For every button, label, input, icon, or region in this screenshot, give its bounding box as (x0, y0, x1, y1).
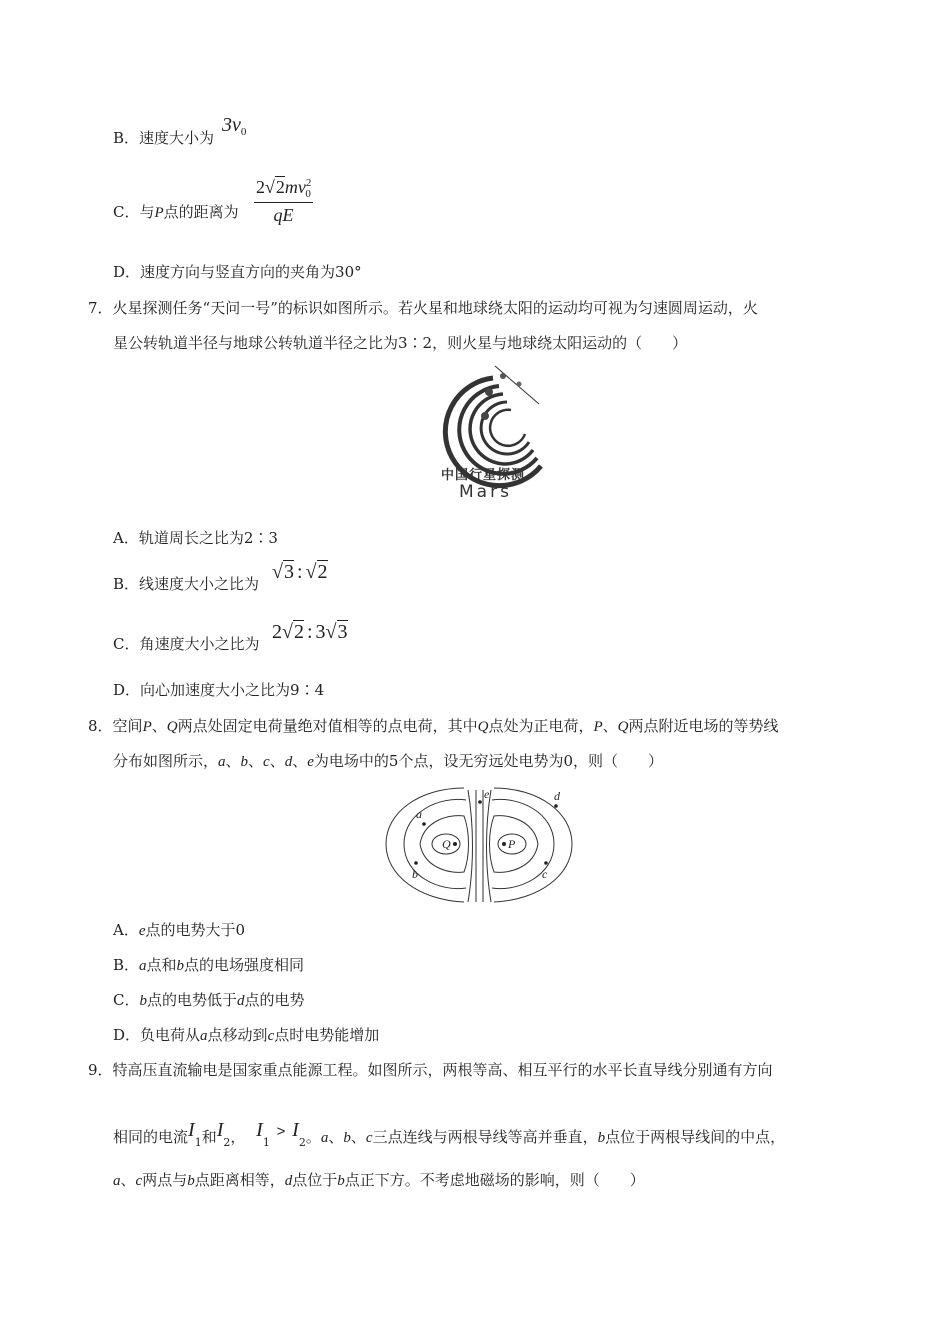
q7-stem-line1: 7．火星探测任务“天问一号”的标识如图所示。若火星和地球绕太阳的运动均可视为匀速圆周运动，火 (88, 299, 758, 317)
point-a-dot (422, 822, 426, 826)
q7-option-c: C．角速度大小之比为 (113, 635, 260, 653)
q7-option-a: A．轨道周长之比为2∶3 (113, 529, 278, 547)
q8-stem-line1: 8．空间P、Q两点处固定电荷量绝对值相等的点电荷，其中Q点处为正电荷，P、Q两点附近电场的等势线 (88, 717, 779, 735)
q6-option-b: B．速度大小为 (113, 129, 215, 147)
q7-option-c-expr: 2√2 : 3√3 (272, 621, 348, 643)
q7-option-b: B．线速度大小之比为 (113, 575, 260, 593)
label-b: b (412, 867, 418, 881)
q7-stem-line2: 星公转轨道半径与地球公转轨道半径之比为3∶2，则火星与地球绕太阳运动的（ ） (113, 334, 688, 352)
tianwen-logo (433, 358, 559, 504)
q6-option-c-fraction: $\frac{2√2mv^2_0}{qE}$ (256, 177, 312, 225)
q6-option-c: C．与P点的距离为 (113, 203, 239, 221)
charge-q-dot (453, 842, 457, 846)
q8-stem-line2: 分布如图所示，a、b、c、d、e为电场中的5个点，设无穷远处电势为0，则（ ） (113, 752, 664, 770)
q7-option-d: D．向心加速度大小之比为9∶4 (113, 681, 325, 699)
label-d: d (554, 789, 560, 803)
point-b-dot (414, 861, 418, 865)
label-q: Q (442, 837, 451, 851)
label-e: e (484, 787, 490, 801)
q6-option-b-expr: $3v_0$ (222, 114, 247, 138)
logo-en-text: Mars (459, 482, 512, 502)
q9-stem-line3: a、c两点与b点距离相等，d点位于b点正下方。不考虑地磁场的影响，则（ ） (113, 1171, 645, 1189)
point-e-dot (478, 800, 482, 804)
point-c-dot (544, 861, 548, 865)
label-a: a (416, 807, 422, 821)
label-p: P (508, 837, 516, 851)
q7-option-b-expr: √3 : √2 (272, 561, 328, 583)
q6-option-d: D．速度方向与竖直方向的夹角为30° (113, 263, 362, 281)
q8-option-c: C．b点的电势低于d点的电势 (113, 991, 305, 1009)
q8-option-a: A．e点的电势大于0 (113, 921, 246, 939)
charge-p-dot (502, 842, 506, 846)
q9-stem-line1: 9．特高压直流输电是国家重点能源工程。如图所示，两根等高、相互平行的水平长直导线分别通有方向 (88, 1061, 773, 1079)
equipotential-lines (380, 786, 578, 906)
label-c: c (542, 867, 548, 881)
q8-option-d: D．负电荷从a点移动到c点时电势能增加 (113, 1026, 380, 1044)
equipotential-figure (380, 786, 578, 906)
point-d-dot (554, 804, 558, 808)
q8-option-b: B．a点和b点的电场强度相同 (113, 956, 305, 974)
q9-stem-line2: 相同的电流$I_1$和$I_2$， $I_1 > I_2$。a、b、c三点连线与两根导线等高并垂直，b点位于两根导线间的中点， (113, 1119, 786, 1149)
logo-cn-text: 中国行星探测 (441, 468, 526, 483)
